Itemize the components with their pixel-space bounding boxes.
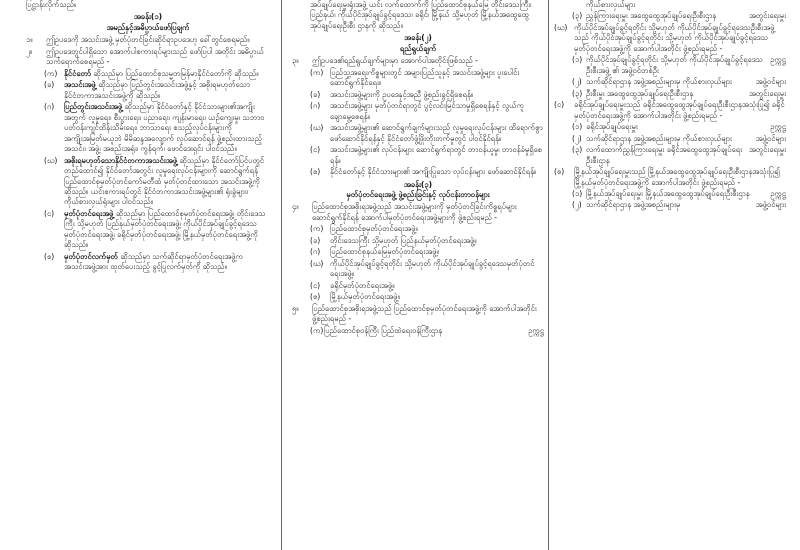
section-3 bbox=[292, 56, 544, 66]
committee-member bbox=[572, 145, 786, 166]
item-number: (၃) bbox=[572, 145, 583, 155]
defined-term: အသင်းအဖွဲ့ bbox=[64, 80, 96, 90]
committee-member bbox=[572, 89, 786, 99]
item-text: ပြည်ထောင်စုနယ်မြေမှတ်ပုံတင်ရေးအဖွဲ့။ bbox=[330, 247, 439, 257]
item-text: အသင်းအဖွဲ့များ မှတ်ပုံတင်ရာတွင် ပွင့်လင်းမြင်သာမှုရှိစေရန်နှင့် လွယ်ကူချောမွေ့စေရန်။ bbox=[330, 101, 524, 121]
definition-body: ဆိုသည်မှာ ပြည်တွင်းအသင်းအဖွဲ့နှင့် အစိုးရမဟုတ်သော နိုင်ငံတကာအသင်းအဖွဲ့ကို ဆိုသည်။ bbox=[64, 80, 250, 100]
item-text: အသင်းအဖွဲ့များ၏ ဆောင်ရွက်ချက်များသည် လူမှုရေးလုပ်ငန်းများ ထိရောက်စွာ ဖော်ဆောင်နိုင်ရန်နှင့် နိုင်ငံတော်ဖွံ့ဖြိုးတိုးတက်မှုတွင် ပါဝင်နိုင်ရန်။ bbox=[330, 123, 543, 143]
defined-term: နိုင်ငံတော် bbox=[64, 68, 91, 78]
chapter-3-title: အခန်း(၃) bbox=[403, 179, 433, 189]
item-number: (င) bbox=[44, 208, 55, 218]
item-text bbox=[64, 69, 270, 79]
committee-member bbox=[572, 55, 786, 76]
definition-list bbox=[26, 69, 270, 273]
item-number: (၂) bbox=[572, 77, 582, 87]
item-body bbox=[324, 326, 544, 336]
item-text: အသင်းအဖွဲ့များကို ဥပဒေနှင့်အညီ ဖွဲ့စည်းခွင့်ရှိစေရန်။ bbox=[330, 89, 474, 99]
objective-item bbox=[310, 68, 544, 89]
item-number: (င) bbox=[310, 145, 321, 155]
committee-member bbox=[572, 122, 786, 132]
registration-body-item bbox=[310, 247, 544, 257]
section-text: ဤဥပဒေ၏ရည်ရွယ်ချက်များမှာ အောက်ပါအတိုင်းဖြစ်သည် - bbox=[312, 56, 478, 66]
objective-item bbox=[310, 90, 544, 100]
definition-body: ဆိုသည်မှာ ပြည်ထောင်စုမှတ်ပုံတင်ရေးအဖွဲ့၊ တိုင်းဒေသကြီး သို့မဟုတ် ပြည်နယ်မှတ်ပုံတင်ရေးအဖွဲ့၊ ကိုယ်ပိုင်အုပ်ချုပ်ခွင့်ရဒေသမှတ်ပုံတင်ရေးအဖွဲ့၊ ခရိုင်မှတ်ပုံတင်ရေးအဖွဲ့၊ မြို့နယ်မှတ်ပုံတင်ရေးအဖွဲ့ကို ဆိုသည်။ bbox=[64, 208, 266, 250]
item-number: (စ) bbox=[310, 292, 321, 302]
member-role: အတွင်းရေးမှူး bbox=[748, 11, 786, 21]
union-committee-list bbox=[310, 326, 544, 336]
item-number: (၁) bbox=[572, 122, 583, 132]
objectives-list bbox=[310, 68, 544, 178]
clause-text: မြို့နယ်အုပ်ချုပ်ရေးမှူးသည် မြို့နယ်အထွေထွေအုပ်ချုပ်ရေးဦးစီးဌာနအသုံးပြု၍ မြို့နယ်မှတ်ပုံတင်ရေးအဖွဲ့ကို အောက်ပါအတိုင်း ဖွဲ့စည်းရမည် - bbox=[574, 167, 780, 187]
member-role: ဥက္ကဋ္ဌ bbox=[770, 188, 786, 198]
item-number: (ဃ) bbox=[44, 155, 58, 165]
item-number: (ဃ) bbox=[310, 123, 324, 133]
item-number: (ဂ) bbox=[310, 101, 321, 111]
item-body bbox=[586, 11, 786, 21]
township-member-list bbox=[572, 189, 786, 211]
item-body bbox=[586, 200, 786, 210]
committee-member bbox=[572, 0, 786, 10]
chapter-2-subtitle: ရည်ရွယ်ချက် bbox=[399, 43, 437, 53]
member-role: ဥက္ကဋ္ဌ bbox=[528, 325, 544, 335]
item-number: (က) bbox=[44, 68, 58, 78]
item-number: (ခ) bbox=[44, 80, 55, 90]
item-body bbox=[586, 145, 786, 166]
committee-member bbox=[572, 134, 786, 144]
intro-fragment: ပြဋ္ဌာန်းလိုက်သည်။ bbox=[26, 0, 77, 9]
item-number: (ဂ) bbox=[44, 102, 55, 112]
item-number: (၃) bbox=[572, 11, 583, 21]
objective-item bbox=[310, 145, 544, 166]
item-text: ခရိုင်မှတ်ပုံတင်ရေးအဖွဲ့။ bbox=[330, 280, 395, 290]
committee-member bbox=[572, 189, 786, 199]
member-role: အတွင်းရေးမှူး bbox=[748, 88, 786, 98]
committee-member bbox=[572, 200, 786, 210]
member-title: ဦးစီးမှူး အထွေထွေအုပ်ချုပ်ရေးဦးစီးဌာန bbox=[586, 88, 694, 98]
defined-term: ပြည်တွင်းအသင်းအဖွဲ့ bbox=[64, 102, 123, 112]
self-administered-member-list bbox=[572, 55, 786, 99]
definition-body: ဆိုသည်မှာ သက်ဆိုင်ရာမှတ်ပုံတင်ရေးအဖွဲ့က အသင်းအဖွဲ့အား ထုတ်ပေးသည့် ခွင့်ပြုလက်မှတ်ကို ဆိုသည်။ bbox=[64, 251, 243, 272]
registration-body-item bbox=[310, 259, 544, 280]
item-number: (စ) bbox=[310, 167, 321, 177]
registration-body-item bbox=[310, 224, 544, 234]
definition-item bbox=[44, 102, 270, 154]
clause-number: (င) bbox=[554, 100, 565, 110]
member-title: ကိုယ်စားလှယ်များ bbox=[586, 0, 636, 9]
definition-item bbox=[44, 69, 270, 79]
item-text bbox=[64, 156, 270, 208]
clause-number: (ဃ) bbox=[554, 22, 568, 32]
column-divider bbox=[548, 0, 549, 550]
section-4 bbox=[292, 202, 544, 223]
member-title: ကိုယ်ပိုင်အုပ်ချုပ်ခွင့်ရတိုင်း သို့မဟုတ် ကိုယ်ပိုင်အုပ်ချုပ်ခွင့်ရဒေသဦးစီးအဖွဲ့ ၏ အဖွဲ့ဝင်တစ်ဦး bbox=[586, 55, 763, 75]
item-body bbox=[586, 55, 786, 76]
registration-body-item bbox=[310, 281, 544, 291]
section-text: ပြည်ထောင်စုအစိုးရအဖွဲ့သည် ပြည်ထောင်စုမှတ်ပုံတင်ရေးအဖွဲ့ကို အောက်ပါအတိုင်း ဖွဲ့စည်းရမည် - bbox=[312, 303, 537, 324]
item-number bbox=[572, 0, 586, 10]
section-number: ၁။ bbox=[26, 35, 33, 45]
item-number: (၁) bbox=[572, 55, 583, 65]
definition-item bbox=[44, 209, 270, 251]
committee-member bbox=[572, 11, 786, 21]
clause-self-administered bbox=[554, 23, 786, 54]
section-text: ဤဥပဒေတွင်ပါရှိသော အောက်ပါစကားရပ်များသည် ဖော်ပြပါ အတိုင်း အဓိပ္ပာယ်သက်ရောက်စေရမည် - bbox=[46, 46, 264, 67]
committee-member bbox=[572, 77, 786, 87]
item-number: (ခ) bbox=[310, 235, 321, 245]
definition-item bbox=[44, 252, 270, 273]
item-number: (က) bbox=[310, 67, 324, 77]
member-title: ခရိုင်အုပ်ချုပ်ရေးမှူး bbox=[586, 122, 638, 132]
section-text: ဤဥပဒေကို အသင်းအဖွဲ့ မှတ်ပုံတင်ခြင်းဆိုင်ရာဥပဒေဟု ခေါ်တွင်စေရမည်။ bbox=[46, 35, 250, 45]
item-number: (၂) bbox=[572, 200, 582, 210]
item-text bbox=[64, 209, 270, 251]
item-text: ပြည်သူ့အရေးကိစ္စများတွင် အများပြည်သူနှင့် အသင်းအဖွဲ့များ ပူးပေါင်းဆောင်ရွက်နိုင်ရေး။ bbox=[330, 67, 520, 88]
item-text: တိုင်းဒေသကြီး သို့မဟုတ် ပြည်နယ်မှတ်ပုံတင်ရေးအဖွဲ့။ bbox=[330, 235, 477, 245]
item-body bbox=[586, 189, 786, 199]
section-number: ၂။ bbox=[26, 46, 33, 56]
member-title: မြို့နယ်အုပ်ချုပ်ရေးမှူး မြို့နယ်အထွေထွေအုပ်ချုပ်ရေးဦးစီးဌာန bbox=[586, 188, 750, 198]
clause-township bbox=[554, 167, 786, 188]
chapter-3-subtitle: မှတ်ပုံတင်ရေးအဖွဲ့ ဖွဲ့စည်းခြင်းနှင့် လုပ်ငန်းတာဝန်များ bbox=[346, 189, 490, 199]
column-2 bbox=[292, 0, 544, 550]
definition-item bbox=[44, 156, 270, 208]
item-body bbox=[586, 77, 786, 87]
member-role: အတွင်းရေးမှူး bbox=[748, 145, 786, 155]
item-text: အသင်းအဖွဲ့များ၏ လုပ်ငန်းများ ဆောင်ရွက်ရာတွင် တာဝန်ယူမှု၊ တာဝန်ခံမှုရှိစေရန်။ bbox=[330, 145, 542, 165]
item-text: ကိုယ်ပိုင်အုပ်ချုပ်ခွင့်ရတိုင်း သို့မဟုတ် ကိုယ်ပိုင်အုပ်ချုပ်ခွင့်ရဒေသမှတ်ပုံတင်ရေးအဖွဲ့။ bbox=[330, 258, 535, 279]
item-number: (က) bbox=[310, 325, 324, 335]
item-body bbox=[586, 89, 786, 99]
definition-body: ဆိုသည်မှာ ပြည်ထောင်စုသမ္မတမြန်မာနိုင်ငံတော်ကို ဆိုသည်။ bbox=[93, 68, 259, 78]
section-number: ၅။ bbox=[292, 303, 299, 313]
registration-body-item bbox=[310, 292, 544, 302]
top-fragment: အပ်ချုပ်ရေးမှူးရုံးအဖွဲ့ ယင်း လက်ထောက်ကို ပြည်ထောင်စုနယ်မြေ တိုင်းဒေသကြီး၊ ပြည်နယ်၊ ကိုယ်ပိုင်အုပ်ချုပ်ခွင့်ရဒေသ၊ ခရိုင်၊ မြို့နယ် သို့မဟုတ် မြို့နယ်အထွေထွေအုပ်ချုပ်ရေးဦးစီး ဌာနကို ဆိုသည်။ bbox=[310, 0, 532, 30]
defined-term: မှတ်ပုံတင်ရေးအဖွဲ့ bbox=[64, 208, 114, 218]
section-2 bbox=[26, 47, 270, 68]
item-number: (ဂ) bbox=[310, 247, 321, 257]
defined-term: မှတ်ပုံတင်လက်မှတ် bbox=[64, 251, 118, 261]
item-body bbox=[586, 134, 786, 144]
item-number: (၁) bbox=[572, 188, 583, 198]
objective-item bbox=[310, 167, 544, 177]
member-role: အဖွဲ့ဝင်များ bbox=[755, 133, 786, 143]
district-member-list bbox=[572, 122, 786, 166]
registration-body-item bbox=[310, 236, 544, 246]
item-number: (၂) bbox=[572, 133, 582, 143]
member-title: လက်ထောက်ညွှန်ကြားရေးမှူး ခရိုင်အထွေထွေအုပ်ချုပ်ရေးဦးစီးဌာန bbox=[586, 145, 743, 165]
registration-bodies-list bbox=[310, 224, 544, 302]
member-role: အဖွဲ့ဝင်များ bbox=[755, 77, 786, 87]
item-text: မြို့နယ်မှတ်ပုံတင်ရေးအဖွဲ့။ bbox=[330, 292, 400, 302]
defined-term: အစိုးရမဟုတ်သောနိုင်ငံတကာအသင်းအဖွဲ့ bbox=[64, 155, 178, 165]
clause-district bbox=[554, 100, 786, 121]
column-1 bbox=[26, 0, 270, 550]
chapter-1-title: အခန်း(၁) bbox=[133, 12, 163, 22]
section-5 bbox=[292, 304, 544, 325]
item-number: (ဃ) bbox=[310, 258, 324, 268]
member-role: ဥက္ကဋ္ဌ bbox=[770, 122, 786, 132]
member-title: သက်ဆိုင်ရာဌာန အဖွဲ့အစည်းများမှ bbox=[586, 200, 681, 210]
objective-item bbox=[310, 123, 544, 144]
definition-item bbox=[44, 80, 270, 101]
item-number: (ခ) bbox=[310, 89, 321, 99]
clause-text: ကိုယ်ပိုင်အုပ်ချုပ်ခွင့်ရတိုင်း သို့မဟုတ် ကိုယ်ပိုင်အုပ်ချုပ်ခွင့်ရဒေသဦးစီးအဖွဲ့သည် ကိုယ်ပိုင်အုပ်ချုပ်ခွင့်ရတိုင်း သို့မဟုတ် ကိုယ်ပိုင်အုပ်ချုပ်ခွင့်ရဒေသမှတ်ပုံတင်ရေးအဖွဲ့ကို အောက်ပါအတိုင်း ဖွဲ့စည်းရမည် - bbox=[574, 22, 775, 53]
clause-text: ခရိုင်အုပ်ချုပ်ရေးမှူးသည် ခရိုင်အထွေထွေအုပ်ချုပ်ရေးဦးစီးဌာနအသုံးပြု၍ ခရိုင်မှတ်ပုံတင်ရေးအဖွဲ့ကို အောက်ပါအတိုင်း ဖွဲ့စည်းရမည် - bbox=[574, 100, 785, 120]
column-3 bbox=[554, 0, 786, 550]
member-title: သက်ဆိုင်ရာဌာန အဖွဲ့အစည်းများမှ ကိုယ်စားလှယ်များ bbox=[586, 133, 732, 143]
definition-body: ဆိုသည်မှာ နိုင်ငံတော်ပြင်ပတွင် တည်ထောင်၍ နိုင်ငံတော်အတွင်း လူမှုရေးလုပ်ငန်းများကို ဆောင်ရွက်ရန် ပြည်ထောင်စုမှတ်ပုံတင်ကော်မတီထံ မှတ်ပုံတင်ထားသော အသင်းအဖွဲ့ကိုဆိုသည်။ ယင်းစကားရပ်တွင် နိုင်ငံတကာအသင်းအဖွဲ့များ၏ ရုံးခွဲများ၊ ကိုယ်စားလှယ်ရုံးများ ပါဝင်သည်။ bbox=[64, 155, 265, 207]
definition-body: ဆိုသည်မှာ နိုင်ငံတော်နှင့် နိုင်ငံသားများ၏အကျိုးအတွက် လူမှုရေး၊ စီးပွားရေး၊ ပညာရေး၊ ကျန်းမာရေး၊ ယဉ်ကျေးမှု၊ သဘာဝပတ်ဝန်းကျင်ထိန်းသိမ်းရေး၊ ဘာသာရေး စသည့်လုပ်ငန်းများကို အကျိုးအမြတ်မယူဘဲ မိမိဆန္ဒအလျောက် လုပ်ဆောင်ရန် ဖွဲ့စည်းထားသည့် အသင်း၊ အဖွဲ့၊ အစည်းအရုံး၊ ကွန်ရက်၊ ဖောင်ဒေးရှင်း ပါဝင်သည်။ bbox=[64, 102, 265, 154]
item-body bbox=[586, 122, 786, 132]
section-number: ၃။ bbox=[292, 56, 299, 66]
section-1 bbox=[26, 35, 270, 45]
member-role: အဖွဲ့ဝင်များ bbox=[755, 200, 786, 210]
committee-member bbox=[310, 326, 544, 336]
chapter-1-subtitle: အမည်နှင့်အဓိပ္ပာယ်ဖော်ပြချက် bbox=[106, 22, 190, 32]
item-number: (င) bbox=[310, 280, 321, 290]
chapter-2-title: အခန်း(၂) bbox=[404, 33, 432, 43]
item-text bbox=[64, 252, 270, 273]
member-role bbox=[780, 0, 786, 10]
item-text bbox=[64, 80, 270, 101]
item-body bbox=[586, 0, 786, 10]
item-number: (က) bbox=[310, 224, 324, 234]
item-text: နိုင်ငံတော်နှင့် နိုင်ငံသားများ၏ အကျိုးပြုသော လုပ်ငန်းများ ဖော်ဆောင်နိုင်ရန်။ bbox=[330, 167, 537, 177]
section-text: ပြည်ထောင်စုအစိုးရအဖွဲ့သည် အသင်းအဖွဲ့များကို မှတ်ပုံတင်ခြင်းကိစ္စရပ်များ ဆောင်ရွက်နိုင်ရန် အောက်ပါမှတ်ပုံတင်ရေးအဖွဲ့များကို ဖွဲ့စည်းရမည် - bbox=[312, 202, 517, 222]
member-title: သက်ဆိုင်ရာဌာန အဖွဲ့အစည်းများမှ ကိုယ်စားလှယ်များ bbox=[586, 77, 732, 87]
member-role: ဥက္ကဋ္ဌ bbox=[770, 55, 786, 65]
item-number: (၃) bbox=[572, 88, 583, 98]
carryover-member-list bbox=[572, 0, 786, 22]
section-number: ၄။ bbox=[292, 202, 299, 212]
item-text bbox=[64, 102, 270, 154]
objective-item bbox=[310, 101, 544, 122]
item-text: ပြည်ထောင်စုမှတ်ပုံတင်ရေးအဖွဲ့။ bbox=[330, 224, 418, 234]
item-number: (စ) bbox=[44, 251, 55, 261]
member-title: ပြည်ထောင်စုဝန်ကြီး ပြည်ထဲရေးဝန်ကြီးဌာန bbox=[324, 325, 443, 335]
column-divider bbox=[281, 0, 282, 550]
clause-number: (စ) bbox=[554, 167, 565, 177]
member-title: ညွှန်ကြားရေးမှူး အထွေထွေအုပ်ချုပ်ရေးဦးစီးဌာန bbox=[586, 11, 717, 21]
